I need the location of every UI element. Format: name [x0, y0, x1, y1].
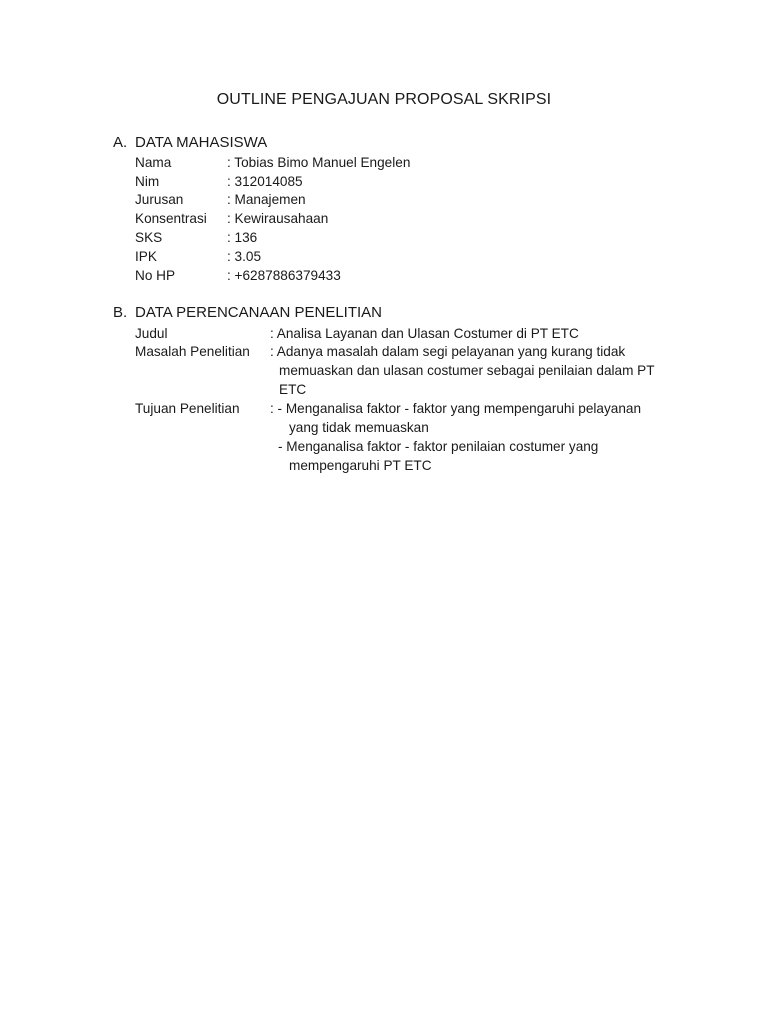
- field-label: Masalah Penelitian: [135, 344, 250, 359]
- field-value: : Kewirausahaan: [227, 211, 329, 226]
- field-label: Judul: [135, 326, 168, 341]
- masalah-continuation-2: ETC: [279, 382, 307, 397]
- field-value: : Analisa Layanan dan Ulasan Costumer di PT ETC: [270, 326, 579, 341]
- field-value: : 3.05: [227, 249, 262, 264]
- field-label: Jurusan: [135, 192, 184, 207]
- field-label: Nim: [135, 174, 160, 189]
- field-label: Nama: [135, 155, 172, 170]
- field-label: Tujuan Penelitian: [135, 401, 240, 416]
- field-value: : +6287886379433: [227, 268, 341, 283]
- field-value: : Tobias Bimo Manuel Engelen: [227, 155, 411, 170]
- field-value: : Manajemen: [227, 192, 306, 207]
- section-a-letter: A.: [113, 134, 128, 151]
- section-b-title: DATA PERENCANAAN PENELITIAN: [135, 304, 383, 321]
- tujuan-item2: - Menganalisa faktor - faktor penilaian costumer yang: [278, 439, 599, 454]
- page-title: OUTLINE PENGAJUAN PROPOSAL SKRIPSI: [216, 91, 552, 108]
- section-a-heading: [113, 134, 267, 151]
- field-value: : 136: [227, 230, 258, 245]
- field-value: : Adanya masalah dalam segi pelayanan yang kurang tidak: [270, 344, 626, 359]
- section-b-letter: B.: [113, 304, 128, 321]
- tujuan-item2-continuation: mempengaruhi PT ETC: [289, 458, 432, 473]
- tujuan-item1-continuation: yang tidak memuaskan: [289, 420, 429, 435]
- section-b-heading: [113, 304, 382, 321]
- field-label: IPK: [135, 249, 157, 264]
- field-label: SKS: [135, 230, 163, 245]
- field-value: : 312014085: [227, 174, 303, 189]
- field-value: : - Menganalisa faktor - faktor yang mempengaruhi pelayanan: [270, 401, 642, 416]
- field-label: Konsentrasi: [135, 211, 207, 226]
- field-label: No HP: [135, 268, 176, 283]
- masalah-continuation-1: memuaskan dan ulasan costumer sebagai penilaian dalam PT: [279, 363, 655, 378]
- section-a-title: DATA MAHASISWA: [135, 134, 268, 151]
